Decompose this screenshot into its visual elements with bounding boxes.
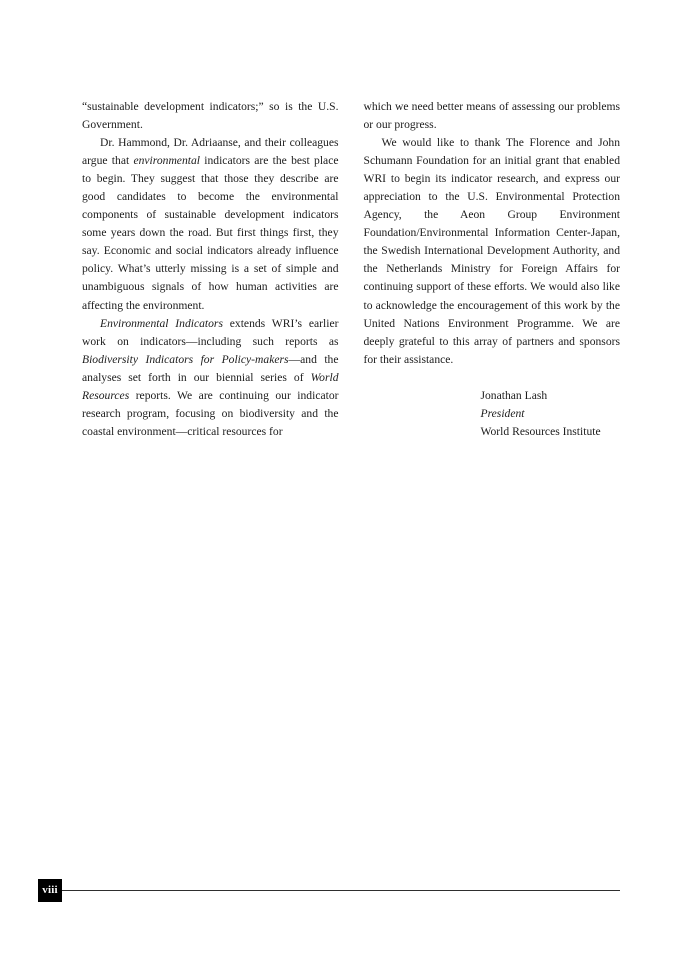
paragraph: which we need better means of assessing our problems or our progress. [363,100,620,132]
signature-block [364,387,621,441]
paragraph: We would like to thank The Florence and John Schumann Foundation for an initial grant that enabled WRI to begin its indicator research, and express our appreciation to the U.S. Environmental Protection Agency, the Aeon Group Environment Foundation/Environmental Information Center-Japan, the Swedish International Development Authority, and the Netherlands Ministry for Foreign Affairs for continuing support of these efforts. We would also like to acknowledge the encouragement of this work by the United Nations Environment Programme. We are deeply grateful to this array of partners and sponsors for their assistance. [363,136,620,366]
signatory-title [481,405,621,423]
page-number: viii [42,884,58,896]
paragraph: “sustainable development indicators;” so is the U.S. Government. [82,100,339,132]
left-column [82,98,339,441]
page-number-box [38,879,62,902]
signatory-title-text: President [480,406,525,420]
two-column-body [82,98,620,441]
paragraph: Dr. Hammond, Dr. Adriaanse, and their colleagues argue that environmental indicators are the best place to begin. They suggest that those they describe are good candidates to become the environmental components of sustainable development indicators some years down the road. But first things first, they say. Economic and social indicators already influence policy. What’s utterly missing is a set of simple and unambiguous signals of how human activities are affecting the environment. [82,136,339,312]
paragraph: Environmental Indicators extends WRI’s earlier work on indicators—including such reports as Biodiversity Indicators for Policy-makers—and the analyses set forth in our biennial series of World Resources reports. We are continuing our indicator research program, focusing on biodiversity and the coastal environment—critical resources for [82,316,339,438]
signatory-organization: World Resources Institute [480,424,601,438]
signatory-name: Jonathan Lash [480,388,548,402]
right-column [364,98,621,441]
footer-rule [62,890,620,891]
page-footer [38,879,620,902]
